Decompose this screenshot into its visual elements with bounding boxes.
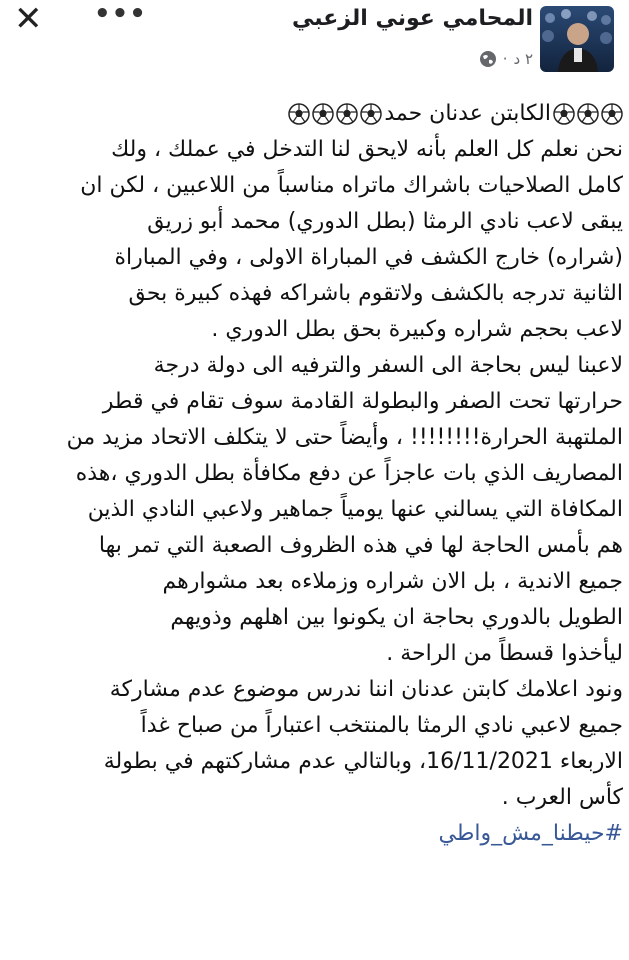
soccer-ball-icon — [312, 103, 334, 125]
author-name[interactable]: المحامي عوني الزعبي — [292, 6, 533, 31]
soccer-ball-icon — [360, 103, 382, 125]
post-meta — [479, 50, 533, 68]
post-line: جميع الاندية ، بل الان شراره وزملاءه بعد مشوارهم — [162, 569, 623, 594]
post-body — [10, 96, 623, 852]
avatar[interactable] — [540, 6, 614, 72]
post-line: الاربعاء 16/11/2021، وبالتالي عدم مشاركتهم في بطولة — [103, 749, 623, 774]
hashtag-link[interactable]: #حيطنا_مش_واطي — [438, 821, 623, 846]
soccer-ball-icon — [336, 103, 358, 125]
post-line: ونود اعلامك كابتن عدنان اننا ندرس موضوع عدم مشاركة — [109, 677, 623, 702]
meta-separator: · — [502, 50, 508, 68]
post-line: ليأخذوا قسطاً من الراحة . — [386, 641, 623, 666]
globe-icon[interactable] — [479, 50, 497, 68]
soccer-ball-icon — [553, 103, 575, 125]
post-line: الطويل بالدوري بحاجة ان يكونوا بين اهلهم وذويهم — [170, 605, 623, 630]
post-line: هم بأمس الحاجة لها في هذه الظروف الصعبة التي تمر بها — [98, 533, 623, 558]
soccer-ball-icon — [601, 103, 623, 125]
post-line: حرارتها تحت الصفر والبطولة القادمة سوف تقام في قطر — [102, 389, 623, 414]
post-line: (شراره) خارج الكشف في المباراة الاولى ، وفي المباراة — [114, 245, 623, 270]
more-options-icon[interactable]: ••• — [94, 0, 147, 29]
post-line: لاعب بحجم شراره وكبيرة بحق بطل الدوري . — [211, 317, 623, 342]
post-title: الكابتن عدنان حمد — [384, 101, 551, 126]
soccer-ball-icon — [577, 103, 599, 125]
post-line: لاعبنا ليس بحاجة الى السفر والترفيه الى دولة درجة — [153, 353, 623, 378]
post-line: نحن نعلم كل العلم بأنه لايحق لنا التدخل في عملك ، ولك — [111, 137, 623, 162]
post-line: جميع لاعبي نادي الرمثا بالمنتخب اعتباراً من صباح غداً — [140, 713, 623, 738]
close-icon[interactable]: ✕ — [14, 0, 43, 39]
post-line: كامل الصلاحيات باشراك ماتراه مناسباً من اللاعبين ، لكن ان — [80, 173, 623, 198]
post-line: الثانية تدرجه بالكشف ولاتقوم باشراكه فهذه كبيرة بحق — [128, 281, 623, 306]
post-line: يبقى لاعب نادي الرمثا (بطل الدوري) محمد أبو زريق — [147, 209, 623, 234]
post-line: كأس العرب . — [501, 785, 623, 810]
post-line: الملتهبة الحرارة!!!!!!!! ، وأيضاً حتى لا يتكلف الاتحاد مزيد من — [66, 425, 623, 450]
post-line: المصاريف الذي بات عاجزاً عن دفع مكافأة بطل الدوري ،هذه — [75, 461, 623, 486]
hashtag-line — [10, 816, 623, 852]
post-time[interactable]: ٢ د — [513, 50, 533, 68]
post-title-line — [10, 96, 623, 132]
soccer-ball-icon — [288, 103, 310, 125]
post-line: المكافاة التي يسالني عنها يومياً جماهير ولاعبي النادي الذين — [87, 497, 623, 522]
